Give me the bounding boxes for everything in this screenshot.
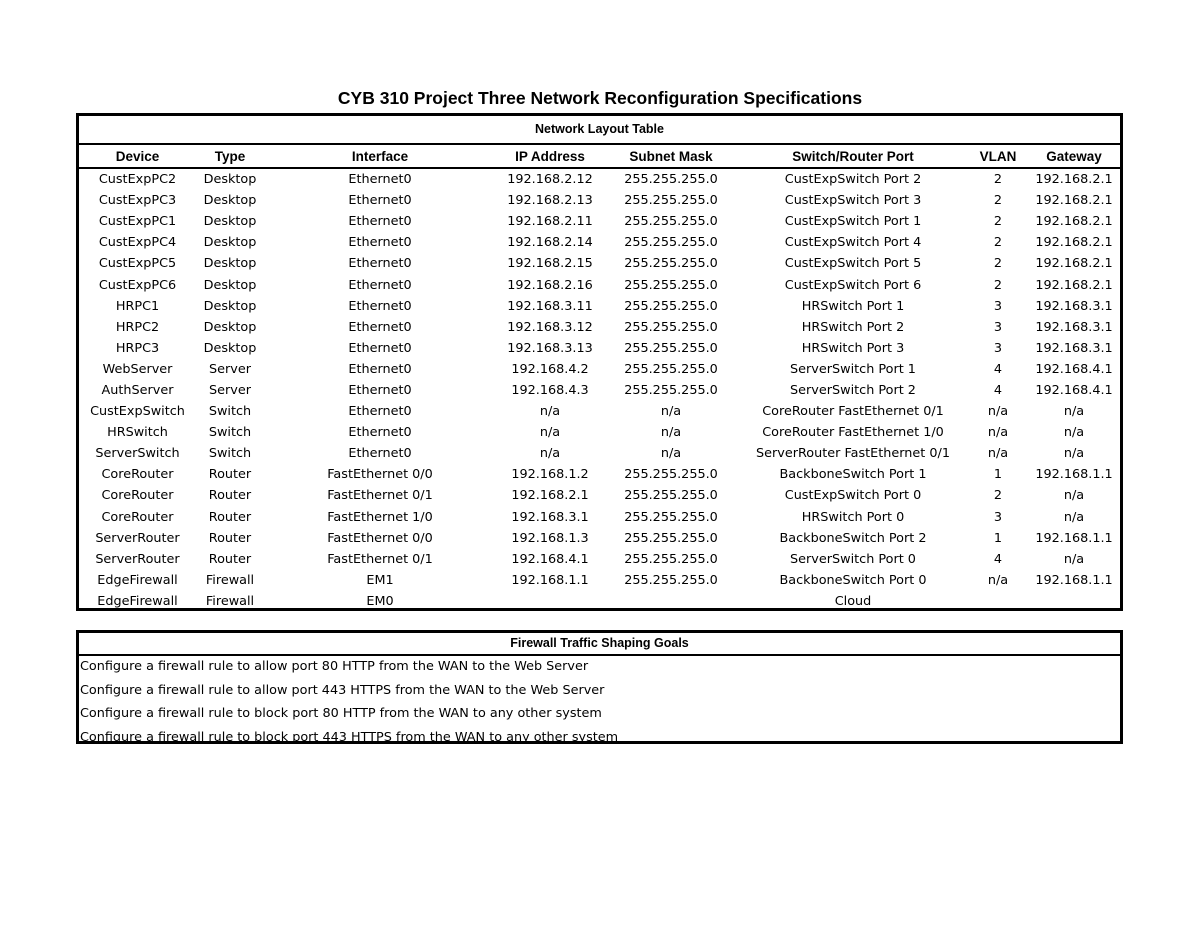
- table-cell: ServerRouter: [95, 530, 180, 546]
- table-cell: 192.168.3.12: [507, 319, 593, 335]
- table-cell: Ethernet0: [348, 319, 412, 335]
- table-row: [79, 528, 1120, 549]
- table-cell: HRPC3: [115, 340, 160, 356]
- table-cell: 255.255.255.0: [624, 256, 718, 272]
- table-cell: 192.168.4.3: [511, 382, 589, 398]
- table-cell: [496, 591, 604, 612]
- table-cell: CustExpPC3: [98, 193, 177, 209]
- table-cell: 255.255.255.0: [624, 340, 718, 356]
- table-cell: 192.168.2.13: [507, 193, 593, 209]
- table-cell: [604, 591, 738, 612]
- table-cell: 255.255.255.0: [624, 530, 718, 546]
- table-cell: Desktop: [203, 298, 257, 314]
- table-cell: 255.255.255.0: [624, 361, 718, 377]
- table-cell: 255.255.255.0: [624, 172, 718, 188]
- table-cell: EM0: [366, 593, 394, 609]
- table-cell: CoreRouter: [101, 509, 174, 525]
- table-cell: 255.255.255.0: [624, 298, 718, 314]
- table-row: [79, 359, 1120, 380]
- table-cell: ServerRouter: [95, 551, 180, 567]
- table-row: [79, 253, 1120, 274]
- table-cell: HRSwitch Port 1: [801, 298, 905, 314]
- table-cell: 192.168.2.1: [1035, 256, 1113, 272]
- table-row: [79, 338, 1120, 359]
- table-cell: 192.168.3.11: [507, 298, 593, 314]
- table-cell: 2: [993, 172, 1003, 188]
- table-cell: EM1: [366, 572, 394, 588]
- table-cell: n/a: [1063, 446, 1085, 462]
- table-cell: n/a: [660, 404, 682, 420]
- table-cell: BackboneSwitch Port 0: [779, 572, 927, 588]
- table-cell: n/a: [1063, 404, 1085, 420]
- table-cell: 192.168.3.1: [511, 509, 589, 525]
- table-cell: CustExpPC2: [98, 172, 177, 188]
- column-header: Device: [79, 145, 196, 168]
- network-layout-table: [76, 113, 1123, 611]
- table-cell: 1: [993, 530, 1003, 546]
- firewall-goal-item: Configure a firewall rule to allow port 80 HTTP from the WAN to the Web Server: [80, 659, 589, 674]
- table-cell: Ethernet0: [348, 340, 412, 356]
- table-cell: n/a: [539, 446, 561, 462]
- table-cell: Server: [209, 361, 251, 377]
- table-cell: Ethernet0: [348, 235, 412, 251]
- table-cell: ServerRouter FastEthernet 0/1: [756, 446, 950, 462]
- table-cell: HRPC2: [115, 319, 160, 335]
- table-cell: Cloud: [834, 593, 872, 609]
- table-row: [79, 380, 1120, 401]
- table-cell: Firewall: [205, 572, 255, 588]
- table-cell: n/a: [1063, 488, 1085, 504]
- table-cell: Switch: [208, 404, 252, 420]
- column-header: Switch/Router Port: [738, 145, 968, 168]
- table-cell: 3: [993, 319, 1003, 335]
- table-cell: n/a: [1063, 551, 1085, 567]
- table-cell: n/a: [539, 404, 561, 420]
- network-table: [79, 145, 1120, 612]
- table-cell: BackboneSwitch Port 1: [779, 467, 927, 483]
- table-cell: 192.168.4.1: [1035, 361, 1113, 377]
- table-cell: 255.255.255.0: [624, 277, 718, 293]
- table-cell: n/a: [987, 572, 1009, 588]
- table-cell: 192.168.2.14: [507, 235, 593, 251]
- table-cell: 1: [993, 467, 1003, 483]
- table-cell: Switch: [208, 425, 252, 441]
- table-cell: Ethernet0: [348, 446, 412, 462]
- firewall-goals-table: [76, 630, 1123, 744]
- table-cell: 192.168.2.1: [511, 488, 589, 504]
- table-row: [79, 549, 1120, 570]
- firewall-goal-item: Configure a firewall rule to block port 443 HTTPS from the WAN to any other system: [80, 729, 619, 745]
- table-cell: FastEthernet 0/0: [327, 530, 433, 546]
- column-header: Interface: [264, 145, 496, 168]
- table-cell: 192.168.4.2: [511, 361, 589, 377]
- table-cell: HRSwitch Port 0: [801, 509, 905, 525]
- table-cell: Switch: [208, 446, 252, 462]
- table-cell: ServerSwitch Port 0: [790, 551, 916, 567]
- table-cell: 2: [993, 214, 1003, 230]
- table-cell: n/a: [539, 425, 561, 441]
- table-cell: [968, 591, 1028, 612]
- table-cell: 192.168.2.11: [507, 214, 593, 230]
- table-header-row: [79, 145, 1120, 168]
- table-cell: 2: [993, 193, 1003, 209]
- table-cell: n/a: [987, 404, 1009, 420]
- table-cell: 192.168.4.1: [511, 551, 589, 567]
- table-cell: Ethernet0: [348, 361, 412, 377]
- table-cell: CustExpPC6: [98, 277, 177, 293]
- table-cell: CustExpSwitch Port 1: [784, 214, 922, 230]
- table-cell: Ethernet0: [348, 382, 412, 398]
- firewall-goals-list: [79, 656, 1120, 750]
- table-cell: Router: [208, 467, 252, 483]
- table-cell: CustExpSwitch: [90, 404, 185, 420]
- table-cell: CustExpPC1: [98, 214, 177, 230]
- table-cell: CustExpSwitch Port 6: [784, 277, 922, 293]
- table-cell: Desktop: [203, 172, 257, 188]
- firewall-goal-item: Configure a firewall rule to block port 80 HTTP from the WAN to any other system: [80, 706, 602, 721]
- table-cell: EdgeFirewall: [97, 593, 178, 609]
- table-cell: HRPC1: [115, 298, 160, 314]
- table-cell: Router: [208, 551, 252, 567]
- table-cell: Ethernet0: [348, 193, 412, 209]
- table-cell: 255.255.255.0: [624, 235, 718, 251]
- table-cell: 192.168.4.1: [1035, 382, 1113, 398]
- table-row: [79, 211, 1120, 232]
- table-row: [79, 317, 1120, 338]
- table-cell: 192.168.3.13: [507, 340, 593, 356]
- table-cell: n/a: [1063, 509, 1085, 525]
- table-row: [79, 274, 1120, 295]
- table-row: [79, 190, 1120, 211]
- table-cell: Ethernet0: [348, 172, 412, 188]
- table-cell: 192.168.3.1: [1035, 340, 1113, 356]
- column-header: Subnet Mask: [604, 145, 738, 168]
- table-cell: 192.168.2.1: [1035, 277, 1113, 293]
- table-row: [79, 485, 1120, 506]
- table-row: [79, 570, 1120, 591]
- table-cell: 4: [993, 382, 1003, 398]
- table-cell: 192.168.1.2: [511, 467, 589, 483]
- column-header: Type: [196, 145, 264, 168]
- table-cell: EdgeFirewall: [97, 572, 178, 588]
- table-cell: 3: [993, 340, 1003, 356]
- table-cell: 192.168.1.1: [1035, 530, 1113, 546]
- table-cell: Desktop: [203, 235, 257, 251]
- column-header: Gateway: [1028, 145, 1120, 168]
- table-row: [79, 296, 1120, 317]
- table-cell: HRSwitch: [107, 425, 168, 441]
- table-cell: AuthServer: [101, 382, 174, 398]
- table-cell: CoreRouter: [101, 488, 174, 504]
- table-cell: Router: [208, 530, 252, 546]
- table-cell: n/a: [987, 425, 1009, 441]
- table-row: [79, 401, 1120, 422]
- table-cell: 2: [993, 488, 1003, 504]
- table-cell: 3: [993, 298, 1003, 314]
- table-cell: Desktop: [203, 214, 257, 230]
- table-cell: 192.168.2.15: [507, 256, 593, 272]
- table-cell: ServerSwitch: [95, 446, 180, 462]
- table-cell: 2: [993, 256, 1003, 272]
- table-cell: 192.168.2.1: [1035, 214, 1113, 230]
- table-cell: Router: [208, 509, 252, 525]
- table-cell: 255.255.255.0: [624, 214, 718, 230]
- table-cell: ServerSwitch Port 2: [790, 382, 916, 398]
- table-cell: FastEthernet 0/0: [327, 467, 433, 483]
- table-row: [79, 443, 1120, 464]
- table-cell: WebServer: [102, 361, 173, 377]
- table-row: [79, 591, 1120, 612]
- table-row: [79, 464, 1120, 485]
- table-cell: 255.255.255.0: [624, 193, 718, 209]
- table-cell: 4: [993, 551, 1003, 567]
- table-cell: 255.255.255.0: [624, 488, 718, 504]
- table-cell: FastEthernet 0/1: [327, 488, 433, 504]
- table-cell: CustExpSwitch Port 5: [784, 256, 922, 272]
- table-cell: Ethernet0: [348, 256, 412, 272]
- table-cell: CoreRouter FastEthernet 0/1: [762, 404, 944, 420]
- table-cell: n/a: [660, 446, 682, 462]
- table-row: [79, 168, 1120, 190]
- table-row: [79, 507, 1120, 528]
- table-cell: 192.168.1.3: [511, 530, 589, 546]
- table-cell: CustExpSwitch Port 0: [784, 488, 922, 504]
- table-cell: 192.168.3.1: [1035, 298, 1113, 314]
- table-cell: Ethernet0: [348, 277, 412, 293]
- table-cell: 255.255.255.0: [624, 467, 718, 483]
- table-cell: 255.255.255.0: [624, 551, 718, 567]
- table-cell: Ethernet0: [348, 425, 412, 441]
- table-cell: BackboneSwitch Port 2: [779, 530, 927, 546]
- table-cell: 192.168.1.1: [511, 572, 589, 588]
- table-cell: Server: [209, 382, 251, 398]
- firewall-goal-item: Configure a firewall rule to allow port 443 HTTPS from the WAN to the Web Server: [80, 682, 605, 698]
- table-cell: 192.168.1.1: [1035, 467, 1113, 483]
- table-row: [79, 232, 1120, 253]
- table-cell: CoreRouter FastEthernet 1/0: [762, 425, 944, 441]
- table-cell: Ethernet0: [348, 404, 412, 420]
- table-cell: 255.255.255.0: [624, 319, 718, 335]
- table-cell: 192.168.3.1: [1035, 319, 1113, 335]
- table-cell: Ethernet0: [348, 298, 412, 314]
- network-layout-heading: Network Layout Table: [79, 116, 1120, 145]
- table-cell: 192.168.2.1: [1035, 172, 1113, 188]
- column-header: IP Address: [496, 145, 604, 168]
- table-cell: CustExpPC5: [98, 256, 177, 272]
- table-cell: n/a: [1063, 425, 1085, 441]
- table-cell: 192.168.2.1: [1035, 235, 1113, 251]
- table-cell: 3: [993, 509, 1003, 525]
- table-cell: 2: [993, 235, 1003, 251]
- table-cell: Desktop: [203, 193, 257, 209]
- table-cell: 255.255.255.0: [624, 382, 718, 398]
- table-cell: n/a: [660, 425, 682, 441]
- table-cell: Ethernet0: [348, 214, 412, 230]
- table-cell: CustExpSwitch Port 4: [784, 235, 922, 251]
- table-cell: 255.255.255.0: [624, 572, 718, 588]
- table-cell: ServerSwitch Port 1: [790, 361, 916, 377]
- table-cell: FastEthernet 1/0: [327, 509, 433, 525]
- table-cell: HRSwitch Port 3: [801, 340, 905, 356]
- table-cell: 192.168.2.1: [1035, 193, 1113, 209]
- table-cell: Desktop: [203, 319, 257, 335]
- table-cell: Desktop: [203, 340, 257, 356]
- table-cell: [1028, 591, 1120, 612]
- table-cell: 2: [993, 277, 1003, 293]
- table-row: [79, 422, 1120, 443]
- column-header: VLAN: [968, 145, 1028, 168]
- page-title: CYB 310 Project Three Network Reconfiguration Specifications: [337, 88, 863, 108]
- table-cell: 192.168.2.16: [507, 277, 593, 293]
- table-cell: Desktop: [203, 256, 257, 272]
- table-cell: Firewall: [205, 593, 255, 609]
- firewall-goals-heading: Firewall Traffic Shaping Goals: [79, 633, 1120, 656]
- table-body: [79, 168, 1120, 612]
- table-cell: FastEthernet 0/1: [327, 551, 433, 567]
- table-cell: CustExpSwitch Port 3: [784, 193, 922, 209]
- table-cell: Desktop: [203, 277, 257, 293]
- table-cell: CustExpPC4: [98, 235, 177, 251]
- table-cell: CoreRouter: [101, 467, 174, 483]
- table-cell: Router: [208, 488, 252, 504]
- table-cell: HRSwitch Port 2: [801, 319, 905, 335]
- table-cell: 192.168.2.12: [507, 172, 593, 188]
- table-cell: 192.168.1.1: [1035, 572, 1113, 588]
- table-cell: 255.255.255.0: [624, 509, 718, 525]
- table-cell: n/a: [987, 446, 1009, 462]
- table-cell: 4: [993, 361, 1003, 377]
- table-cell: CustExpSwitch Port 2: [784, 172, 922, 188]
